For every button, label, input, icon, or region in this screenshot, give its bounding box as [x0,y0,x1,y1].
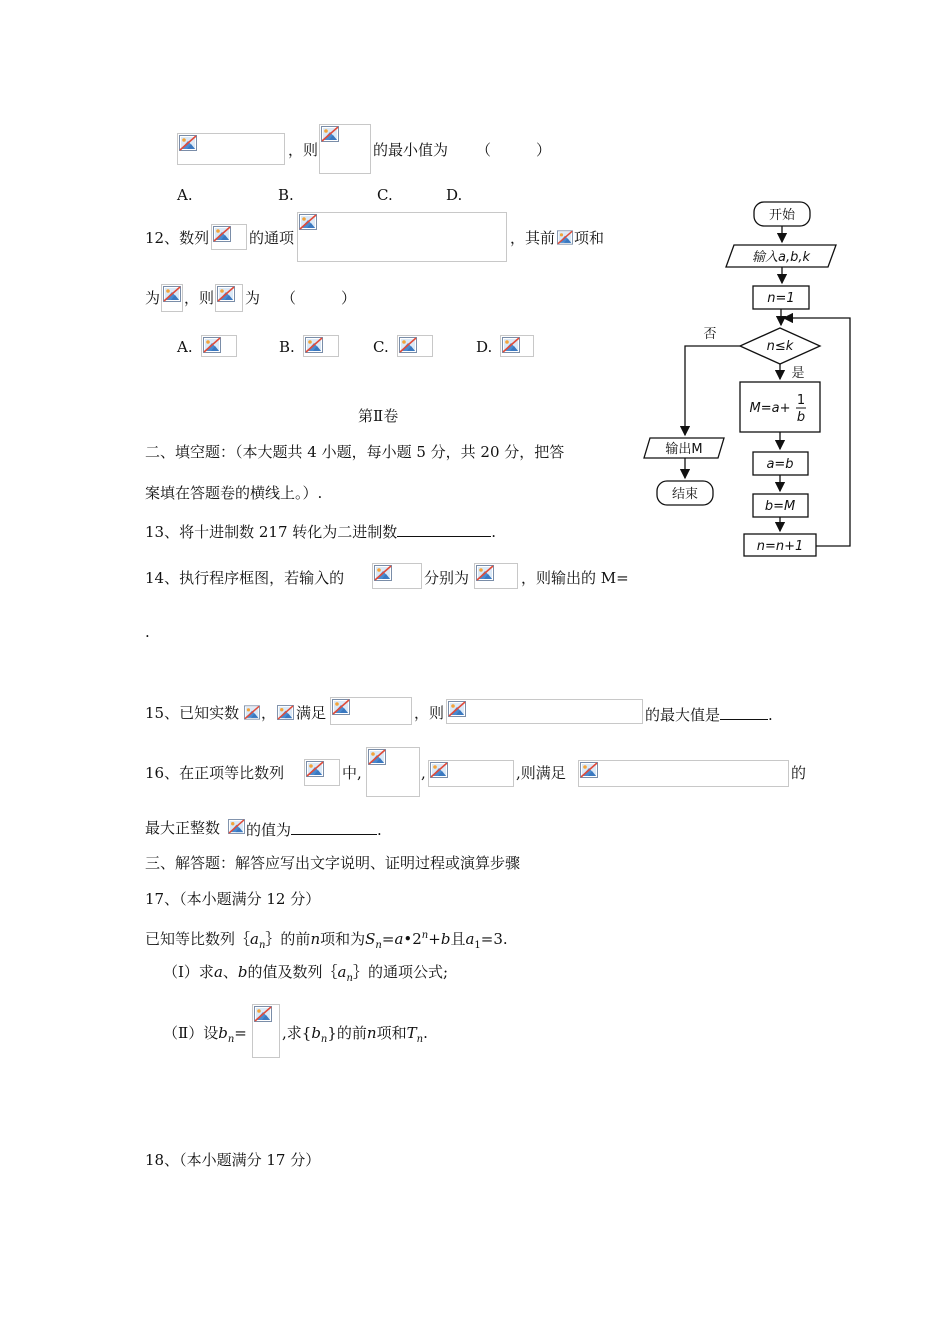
q17-sub-n: n [227,1034,235,1045]
q17-sub-n: n [375,940,382,951]
q13 [145,520,496,542]
broken-image-icon [299,214,317,230]
formula-image [277,704,295,722]
q17-sub-n: n [258,940,266,951]
broken-image-icon [580,762,598,778]
q16-text-c: , [421,764,426,782]
formula-image [500,335,534,357]
q17-stem-a: 已知等比数列｛ [145,930,251,948]
q16-text-a: 16、在正项等比数列 [145,764,285,782]
q17-var-a: a [337,963,347,981]
part3-title: 三、解答题：解答应写出文字说明、证明过程或演算步骤 [145,854,521,872]
formula-image [228,819,246,836]
fraction-numerator: 1 [796,393,806,408]
broken-image-icon [254,1006,272,1022]
broken-image-icon [217,286,235,302]
formula-image [319,124,371,174]
q17-eq-3: =3. [480,930,508,948]
formula-image [397,335,433,357]
formula-image [161,284,183,312]
q17-period: . [423,1024,428,1042]
answer-blank [720,703,768,720]
broken-image-icon [306,761,324,777]
q15-text-c: 满足 [296,704,327,722]
broken-image-icon [448,701,466,717]
q17-part2-c: }的前 [327,1024,367,1042]
q17-part2-b: ,求{ [282,1024,312,1042]
q17-var-n: n [366,1024,377,1042]
q11-text-min: 的最小值为 [373,141,449,159]
answer-blank [397,520,491,537]
broken-image-icon [203,337,221,353]
q12-line2-a: 为 [145,289,161,307]
assign-a-label: a=b [766,457,794,472]
q17-eq: = [381,930,395,948]
broken-image-icon [374,565,392,581]
q15-text-e: 的最大值是 [645,706,721,724]
formula-image [578,760,789,787]
formula-image [211,224,247,250]
q17-var-n: n [310,930,321,948]
q17-var-S: S [365,930,376,948]
q16-period: . [377,821,382,839]
q17-part2-d: 项和 [376,1024,407,1042]
q12-choice-a: A. [177,338,193,356]
q17-part1 [163,962,448,989]
formula-image [201,335,237,357]
broken-image-icon [321,126,339,142]
q12-choice-d: D. [476,338,493,356]
q14-text-a: 14、执行程序框图，若输入的 [145,569,345,587]
formula-image [252,1004,280,1058]
q12-num: 12、数列 [145,229,210,247]
broken-image-icon [213,226,231,242]
yes-label: 是 [791,366,805,381]
q11-choice-d: D. [446,186,463,204]
formula-image [428,760,514,787]
start-label: 开始 [768,208,796,223]
formula-image [304,759,340,786]
fill-in-header-cont: 案填在答题卷的横线上。）. [145,484,323,502]
q17-header: 17、（本小题满分 12 分） [145,890,321,908]
q17-part1-a: （Ⅰ）求 [163,963,214,981]
q11-text-then: ，则 [288,141,319,159]
q17-sub-1: 1 [474,940,481,951]
formula-image [177,133,285,165]
part2-title: 第Ⅱ卷 [358,407,399,425]
q12-choice-c: C. [373,338,389,356]
end-label: 结束 [671,487,699,502]
formula-image [303,335,339,357]
q17-plus: + [428,930,441,948]
assign-b-label: b=M [764,499,796,514]
q15-text-d: ，则 [414,704,445,722]
q17-var-T: T [406,1024,417,1042]
formula-image [446,699,643,724]
q17-eq: = [234,1024,247,1042]
q17-var-b: b [237,963,248,981]
q17-stem-b: ｝的前 [265,930,311,948]
q12-paren: （ ） [281,289,357,307]
q16-line2-a: 最大正整数 [145,819,221,837]
q12-first-n: ，其前 [510,229,556,247]
broken-image-icon [557,230,573,245]
calc-label: M=a+ [749,401,791,416]
formula-image [297,212,507,262]
q15-text-b: ， [261,704,277,722]
broken-image-icon [430,762,448,778]
q17-part1-c: 的值及数列｛ [247,963,338,981]
fill-in-header: 二、填空题：（本大题共 4 小题，每小题 5 分，共 20 分，把答 [145,443,565,461]
answer-blank [291,818,377,835]
broken-image-icon [502,337,520,353]
no-label: 否 [703,327,717,342]
broken-image-icon [228,819,245,834]
broken-image-icon [163,286,181,302]
q12-line2-b: ，则 [184,289,215,307]
q14-text-d: . [145,623,150,641]
broken-image-icon [305,337,323,353]
broken-image-icon [179,135,197,151]
q17-sub-n: n [346,973,353,984]
q11-choice-b: B. [278,186,294,204]
q11-paren: （ ） [476,141,552,159]
q17-part2-a: （Ⅱ）设 [163,1024,219,1042]
q16-text-e: 的 [791,764,807,782]
q13-text: 13、将十进制数 217 转化为二进制数 [145,523,398,541]
program-flowchart [630,195,860,560]
q17-var-b: b [440,930,451,948]
broken-image-icon [399,337,417,353]
q11-choice-a: A. [177,186,193,204]
broken-image-icon [476,565,494,581]
formula-image [244,704,260,722]
output-label: 输出M [665,442,703,457]
q17-stem-c: 项和为 [320,930,366,948]
q16-text-b: 中, [342,764,362,782]
q16-line2-b: 的值为 [246,821,292,839]
formula-image [557,230,573,246]
q12-term-sum: 项和 [574,229,605,247]
q17-sup-n: n [421,930,429,941]
broken-image-icon [277,705,294,720]
q17-var-b: b [311,1024,321,1042]
q17-part1-b: 、 [222,963,238,981]
formula-image [215,284,243,312]
q17-part2-right [282,1023,428,1050]
q15-text-a: 15、已知实数 [145,704,240,722]
fraction-denominator: b [796,410,806,425]
formula-image [474,563,518,589]
q17-var-a: a [250,930,259,948]
q14-text-b: 分别为 [424,569,470,587]
q17-var-a: a [394,930,404,948]
q12-line2-c: 为 [245,289,261,307]
q17-var-b: b [218,1024,228,1042]
increment-label: n=n+1 [756,539,804,554]
q17-part1-d: ｝的通项公式; [352,963,448,981]
condition-label: n≤k [766,339,794,354]
formula-image [330,697,412,725]
q17-times-2: •2 [403,930,422,948]
broken-image-icon [368,749,386,765]
q17-sub-n: n [320,1034,328,1045]
q13-period: . [491,523,497,541]
broken-image-icon [244,705,260,720]
q16-text-d: ,则满足 [516,764,566,782]
q12-choice-b: B. [279,338,295,356]
broken-image-icon [332,699,350,715]
q17-and: 且 [450,930,466,948]
q17-var-a1: a [465,930,475,948]
input-label: 输入a,b,k [751,250,811,265]
q15-answer [645,703,773,725]
q15-period: . [768,706,773,724]
q17-sub-n: n [416,1034,424,1045]
q17-part2-left [163,1023,247,1050]
q11-choice-c: C. [377,186,393,204]
formula-image [366,747,420,797]
q18-header: 18、（本小题满分 17 分） [145,1151,321,1169]
q17-stem [145,926,508,956]
q16-line2 [246,818,382,840]
formula-image [372,563,422,589]
q14-text-c: ，则输出的 M= [521,569,629,587]
init-label: n=1 [767,291,795,306]
q17-var-a: a [213,963,223,981]
q12-general-term: 的通项 [249,229,295,247]
